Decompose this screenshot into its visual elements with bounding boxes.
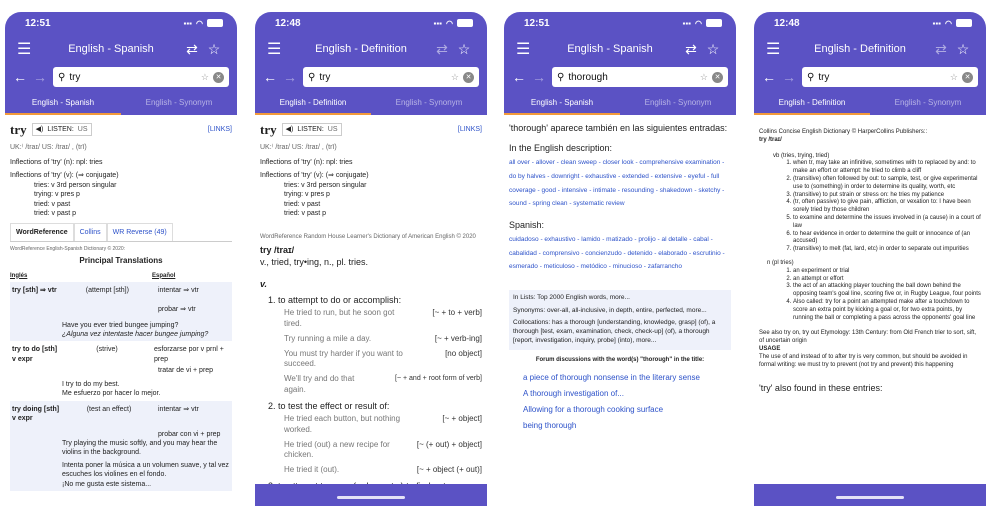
forward-arrow-icon[interactable]: → <box>532 69 546 85</box>
forward-arrow-icon[interactable]: → <box>782 69 796 85</box>
dictionary-title[interactable]: English - Spanish <box>567 43 653 55</box>
sense: 4. Also called: try for a point an attempted make after a touchdown to score an extra point by kicking a goal or, for two extra points, by running the ball or completing a pass across the opponents' goal line <box>793 299 981 322</box>
col-english: Inglés <box>10 272 28 279</box>
forward-arrow-icon[interactable]: → <box>33 69 47 85</box>
speaker-icon: ◀) <box>35 126 44 134</box>
verb-form: tries: v 3rd person singular <box>284 181 367 189</box>
see-also-etymology: See also try on, try out Etymology: 13th Century: from Old French trier to sort, sift, of uncertain origin <box>759 330 977 345</box>
grammar-tag: [~ + to + verb] <box>432 308 482 318</box>
inflections-verb: Inflections of 'try' (v): (⇒ conjugate) <box>10 172 119 180</box>
translation[interactable]: probar ⇒ vtr <box>158 306 196 314</box>
grammar-tag: [~ + and + root form of verb] <box>395 375 482 383</box>
verb-form: trying: v pres p <box>34 191 80 199</box>
grammar-tag: [~ + object (+ out)] <box>416 465 482 475</box>
wifi-icon: ◠ <box>695 18 702 28</box>
accent-select[interactable]: US <box>327 126 338 134</box>
spanish-related-links[interactable]: cuidadoso - exhaustivo - lamido - matizado - prolijo - al detalle - cabal - cabalidad - comprensivo - concienzudo - detenido - elaborado - escrutinio - esmerado - meticuloso - metódico - minucioso - zafarrancho <box>509 235 725 271</box>
translation-entry <box>10 282 232 342</box>
status-bar <box>504 12 736 34</box>
listen-control[interactable] <box>282 123 342 136</box>
star-icon[interactable]: ☆ <box>706 40 720 57</box>
speaker-icon: ◀) <box>285 126 294 134</box>
example-en: Have you ever tried bungee jumping? <box>62 321 179 329</box>
sense: 5. to examine and determine the issues involved in (a cause) in a court of law <box>793 215 981 231</box>
back-arrow-icon[interactable]: ← <box>762 69 776 85</box>
entry-sense: (test an effect) <box>86 405 132 413</box>
app-header <box>255 12 487 115</box>
phone-panel-3 <box>504 12 736 506</box>
sense: 2. to test the effect or result of: <box>268 400 390 411</box>
home-indicator <box>255 484 487 506</box>
example: He tried to run, but he soon got tired. <box>284 308 395 329</box>
lists-box <box>509 290 731 350</box>
clock: 12:51 <box>25 17 51 29</box>
content <box>255 115 487 506</box>
col-spanish: Español <box>152 272 176 279</box>
noun-heading: n (pl tries) <box>767 259 794 266</box>
search-input[interactable]: try <box>818 71 830 83</box>
listen-label: LISTEN: <box>47 126 74 134</box>
signal-icon: ▪▪▪ <box>433 18 443 28</box>
clear-icon[interactable]: ✕ <box>463 72 474 83</box>
forum-thread-link[interactable]: a piece of thorough nonsense in the literary sense <box>523 372 701 382</box>
clear-icon[interactable]: ✕ <box>712 72 723 83</box>
menu-icon[interactable]: ☰ <box>516 41 531 58</box>
wifi-icon: ◠ <box>446 18 453 28</box>
pronunciation: UK:⁾ /traɪ/ US: /traɪ/ , (trī) <box>10 143 87 151</box>
forum-thread-link[interactable]: Allowing for a thorough cooking surface <box>523 404 664 414</box>
translation[interactable]: probar con vi + prep <box>158 430 221 438</box>
star-icon[interactable]: ☆ <box>457 40 471 57</box>
example-es: ¿Alguna vez intentaste hacer bungee jumping? <box>62 331 209 338</box>
phone-panel-2 <box>255 12 487 506</box>
english-description-heading: In the English description: <box>509 143 613 154</box>
sense: 1. an experiment or trial <box>793 268 981 276</box>
app-header <box>754 12 986 115</box>
tab-collins[interactable]: Collins <box>74 223 107 241</box>
verb-form: tried: v past p <box>284 210 327 218</box>
forum-heading: Forum discussions with the word(s) "thorough" in the title: <box>535 356 705 363</box>
star-icon[interactable]: ☆ <box>956 40 970 57</box>
status-bar <box>5 12 237 34</box>
wifi-icon: ◠ <box>196 18 203 28</box>
clock: 12:48 <box>275 17 301 29</box>
content <box>5 115 237 506</box>
tab-english-spanish[interactable]: English - Spanish <box>5 93 121 115</box>
entry-sense: (strive) <box>96 346 118 354</box>
back-arrow-icon[interactable]: ← <box>263 69 277 85</box>
tab-english-synonym[interactable]: English - Synonym <box>644 98 712 107</box>
links-button[interactable]: [LINKS] <box>457 126 482 134</box>
headword: try <box>10 122 27 137</box>
menu-icon[interactable]: ☰ <box>267 41 282 58</box>
clock: 12:48 <box>774 17 800 29</box>
entry-headword: try /traɪ/ <box>260 244 295 255</box>
battery-icon <box>207 19 223 27</box>
dictionary-source: WordReference Random House Learner's Dictionary of American English © 2020 <box>260 233 476 240</box>
menu-icon[interactable]: ☰ <box>17 41 32 58</box>
phone-panel-4 <box>754 12 986 506</box>
tab-english-synonym[interactable]: English - Synonym <box>894 98 962 107</box>
swap-icon[interactable]: ⇄ <box>935 40 947 57</box>
grammar-tag: [~ (+ out) + object] <box>416 439 482 449</box>
clock: 12:51 <box>524 17 550 29</box>
tab-english-definition[interactable]: English - Definition <box>255 93 371 115</box>
tab-english-synonym[interactable]: English - Synonym <box>145 98 213 107</box>
search-field[interactable] <box>53 67 229 87</box>
usage-note: The use of and instead of to after try is very common, but should be avoided in formal writing: we must try to prevent (not try and prevent) this happening <box>759 353 968 368</box>
verb-form: tried: v past <box>284 200 321 208</box>
status-bar <box>754 12 986 34</box>
swap-icon[interactable]: ⇄ <box>186 40 198 57</box>
signal-icon: ▪▪▪ <box>183 18 193 28</box>
tab-wr-reverse[interactable]: WR Reverse (49) <box>107 223 173 241</box>
listen-control[interactable] <box>32 123 92 136</box>
sense: 3. (transitive) to put strain or stress on: he tries my patience <box>793 192 981 200</box>
sense: 2. an attempt or effort <box>793 276 981 284</box>
back-arrow-icon[interactable]: ← <box>512 69 526 85</box>
star-icon[interactable]: ☆ <box>207 40 221 57</box>
example: We'll try and do that again. <box>284 374 355 395</box>
menu-icon[interactable]: ☰ <box>766 41 781 58</box>
search-input[interactable]: try <box>319 71 331 83</box>
battery-icon <box>956 19 972 27</box>
sense: 7. (transitive) to melt (fat, lard, etc) in order to separate out impurities <box>793 246 981 254</box>
inflections-noun: Inflections of 'try' (n): npl: tries <box>10 158 103 166</box>
inflections-verb: Inflections of 'try' (v): (⇒ conjugate) <box>260 172 369 180</box>
sense: 1. to attempt to do or accomplish: <box>268 295 402 306</box>
translation[interactable]: intentar ⇒ vtr <box>157 286 199 294</box>
favorite-star-icon[interactable]: ☆ <box>699 71 708 82</box>
grammar-tag: [~ + object] <box>442 413 482 423</box>
signal-icon: ▪▪▪ <box>682 18 692 28</box>
dictionary-title[interactable]: English - Definition <box>814 43 906 55</box>
forum-thread-link[interactable]: A thorough investigation of... <box>523 388 624 398</box>
inflections-noun: Inflections of 'try' (n): npl: tries <box>260 158 353 166</box>
copyright: WordReference English-Spanish Dictionary © 2020: <box>10 246 126 253</box>
search-field[interactable] <box>303 67 479 87</box>
search-icon: ⚲ <box>58 71 66 83</box>
search-field[interactable] <box>552 67 728 87</box>
example: He tried (out) a new recipe for chicken. <box>284 439 390 460</box>
app-header <box>504 12 736 115</box>
section-title: Principal Translations <box>79 255 163 265</box>
example: He tried each button, but nothing worked. <box>284 413 401 434</box>
favorite-star-icon[interactable]: ☆ <box>450 71 459 82</box>
favorite-star-icon[interactable]: ☆ <box>200 71 209 82</box>
tab-english-spanish[interactable]: English - Spanish <box>504 93 620 115</box>
swap-icon[interactable]: ⇄ <box>436 40 448 57</box>
links-button[interactable]: [LINKS] <box>207 126 232 134</box>
dictionary-title[interactable]: English - Definition <box>315 43 407 55</box>
content <box>754 115 986 506</box>
battery-icon <box>706 19 722 27</box>
part-of-speech: v. <box>260 278 268 289</box>
verb-form: tried: v past p <box>34 210 77 218</box>
entry-term: try [sth] ⇒ vtr <box>12 286 57 294</box>
search-input[interactable]: try <box>69 71 81 83</box>
synonyms[interactable]: Synonyms: over-all, all-inclusive, in depth, entire, perfected, more... <box>513 306 707 314</box>
spanish-heading: Spanish: <box>509 219 545 230</box>
search-icon: ⚲ <box>807 71 815 83</box>
sense: 3. the act of an attacking player touching the ball down behind the opposing team's goal line, scoring five or, in Rugby League, four points <box>793 283 981 299</box>
example-es: Intenta poner la música a un volumen suave, y tal vez escuches los violines en el fondo. <box>62 461 229 479</box>
example-es: Me esfuerzo por hacer lo mejor. <box>62 390 161 398</box>
collocations[interactable]: Collocations: has a thorough [understanding, knowledge, grasp] (of), a thorough [test, exam, examination, check, check-up] (of), a thorough [report, investigation, inquiry, probe] (into), more... <box>513 319 716 344</box>
search-icon: ⚲ <box>557 71 565 83</box>
status-bar <box>255 12 487 34</box>
entry-sense: (attempt [sth]) <box>85 286 129 294</box>
example: Try running a mile a day. <box>284 333 372 343</box>
tab-english-synonym[interactable]: English - Synonym <box>395 98 463 107</box>
sense: 6. to hear evidence in order to determine the guilt or innocence of (an accused) <box>793 231 981 247</box>
translation[interactable]: intentar ⇒ vtr <box>158 405 199 413</box>
grammar-tag: [~ + verb-ing] <box>434 333 482 343</box>
translation-entry <box>10 401 232 492</box>
example: He tried it (out). <box>284 465 340 475</box>
also-found-heading: 'try' also found in these entries: <box>759 383 883 394</box>
forum-thread-link[interactable]: being thorough <box>523 420 577 430</box>
swap-icon[interactable]: ⇄ <box>685 40 697 57</box>
back-arrow-icon[interactable]: ← <box>13 69 27 85</box>
headword: try <box>260 122 277 137</box>
clear-icon[interactable]: ✕ <box>213 72 224 83</box>
forward-arrow-icon[interactable]: → <box>283 69 297 85</box>
signal-icon: ▪▪▪ <box>932 18 942 28</box>
favorite-star-icon[interactable]: ☆ <box>949 71 958 82</box>
app-header <box>5 12 237 115</box>
translation-entry <box>10 341 232 400</box>
phone-panel-1 <box>5 12 237 506</box>
sense: 4. (tr, often passive) to give pain, affliction, or vexation to: I have been sorely tried by those children <box>793 199 981 215</box>
tab-wordreference[interactable]: WordReference <box>10 223 74 241</box>
entry-headword: try /traɪ/ <box>759 136 782 143</box>
home-indicator <box>754 484 986 506</box>
search-input[interactable]: thorough <box>568 71 608 83</box>
entry-term: try doing [sth] v expr <box>12 405 60 423</box>
battery-icon <box>457 19 473 27</box>
dictionary-title[interactable]: English - Spanish <box>68 43 154 55</box>
verb-form: trying: v pres p <box>284 191 330 199</box>
pronunciation: UK:⁾ /traɪ/ US: /traɪ/ , (trī) <box>260 143 337 151</box>
entry-forms: v., tried, try•ing, n., pl. tries. <box>260 256 369 267</box>
search-icon: ⚲ <box>308 71 316 83</box>
example-en: Try playing the music softly, and you may hear the violins in the background. <box>62 439 218 457</box>
entry-term: try to do [sth] v expr <box>12 346 58 363</box>
tab-english-definition[interactable]: English - Definition <box>754 93 870 115</box>
listen-label: LISTEN: <box>297 126 324 134</box>
verb-form: tried: v past <box>34 200 71 208</box>
search-field[interactable] <box>802 67 978 87</box>
content <box>504 115 736 506</box>
verb-heading: vb (tries, trying, tried) <box>773 152 830 159</box>
usage-heading: USAGE <box>759 345 781 352</box>
translation[interactable]: tratar de vi + prep <box>158 367 214 375</box>
clear-icon[interactable]: ✕ <box>962 72 973 83</box>
grammar-tag: [no object] <box>445 348 482 358</box>
english-related-links[interactable]: all over - allover - clean sweep - closer look - comprehensive examination - do by halves - downright - exhaustive - extended - extensive - eyeful - full coverage - good - intensive - intimate - resounding - shakedown - sketchy - sound - spring clean - systematic review <box>509 159 725 208</box>
translation[interactable]: esforzarse por v prnl + prep <box>153 346 224 363</box>
example-en: I try to do my best. <box>62 380 120 388</box>
wifi-icon: ◠ <box>945 18 952 28</box>
sense: 2. (transitive) often followed by out: to sample, test, or give experimental use to (something) in order to determine its quality, worth, etc <box>793 176 981 192</box>
example: You must try harder if you want to succeed. <box>284 348 403 369</box>
example-es: ¡No me gusta este sistema... <box>62 480 152 488</box>
sense: 1. when tr, may take an infinitive, sometimes with to replaced by and: to make an effort or attempt: he tried to climb a cliff <box>793 160 981 176</box>
dictionary-source: Collins Concise English Dictionary © HarperCollins Publishers:: <box>759 129 928 135</box>
verb-form: tries: v 3rd person singular <box>34 181 117 189</box>
also-found-heading: 'thorough' aparece también en las siguientes entradas: <box>509 123 728 133</box>
in-lists[interactable]: In Lists: Top 2000 English words, more... <box>513 293 630 301</box>
accent-select[interactable]: US <box>77 126 88 134</box>
